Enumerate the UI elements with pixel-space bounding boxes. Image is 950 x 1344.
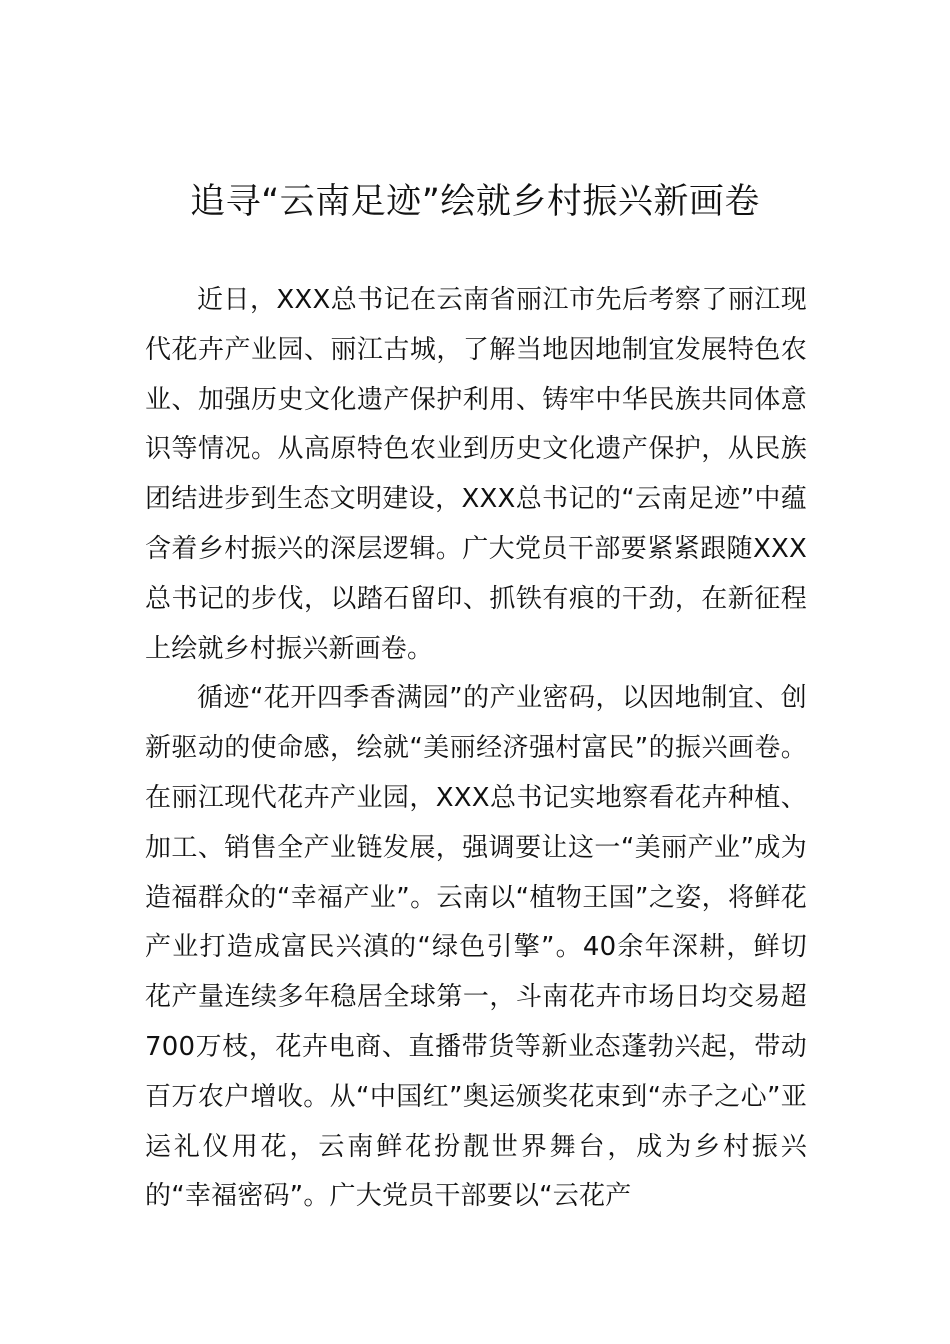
document-title: 追寻“云南足迹”绘就乡村振兴新画卷: [190, 182, 760, 222]
document-body: [145, 276, 807, 1222]
paragraph-1: 近日，XXX总书记在云南省丽江市先后考察了丽江现代花卉产业园、丽江古城，了解当地因地制宜发展特色农业、加强历史文化遗产保护利用、铸牢中华民族共同体意识等情况。从高原特色农业到历史文化遗产保护，从民族团结进步到生态文明建设，XXX总书记的“云南足迹”中蕴含着乡村振兴的深层逻辑。广大党员干部要紧紧跟随XXX总书记的步伐，以踏石留印、抓铁有痕的干劲，在新征程上绘就乡村振兴新画卷。: [145, 285, 807, 664]
paragraph-2: 循迹“花开四季香满园”的产业密码，以因地制宜、创新驱动的使命感，绘就“美丽经济强村富民”的振兴画卷。在丽江现代花卉产业园，XXX总书记实地察看花卉种植、加工、销售全产业链发展，强调要让这一“美丽产业”成为造福群众的“幸福产业”。云南以“植物王国”之姿，将鲜花产业打造成富民兴滇的“绿色引擎”。40余年深耕，鲜切花产量连续多年稳居全球第一，斗南花卉市场日均交易超700万枝，花卉电商、直播带货等新业态蓬勃兴起，带动百万农户增收。从“中国红”奥运颁奖花束到“赤子之心”亚运礼仪用花，云南鲜花扮靓世界舞台，成为乡村振兴的“幸福密码”。广大党员干部要以“云花产: [145, 683, 807, 1212]
